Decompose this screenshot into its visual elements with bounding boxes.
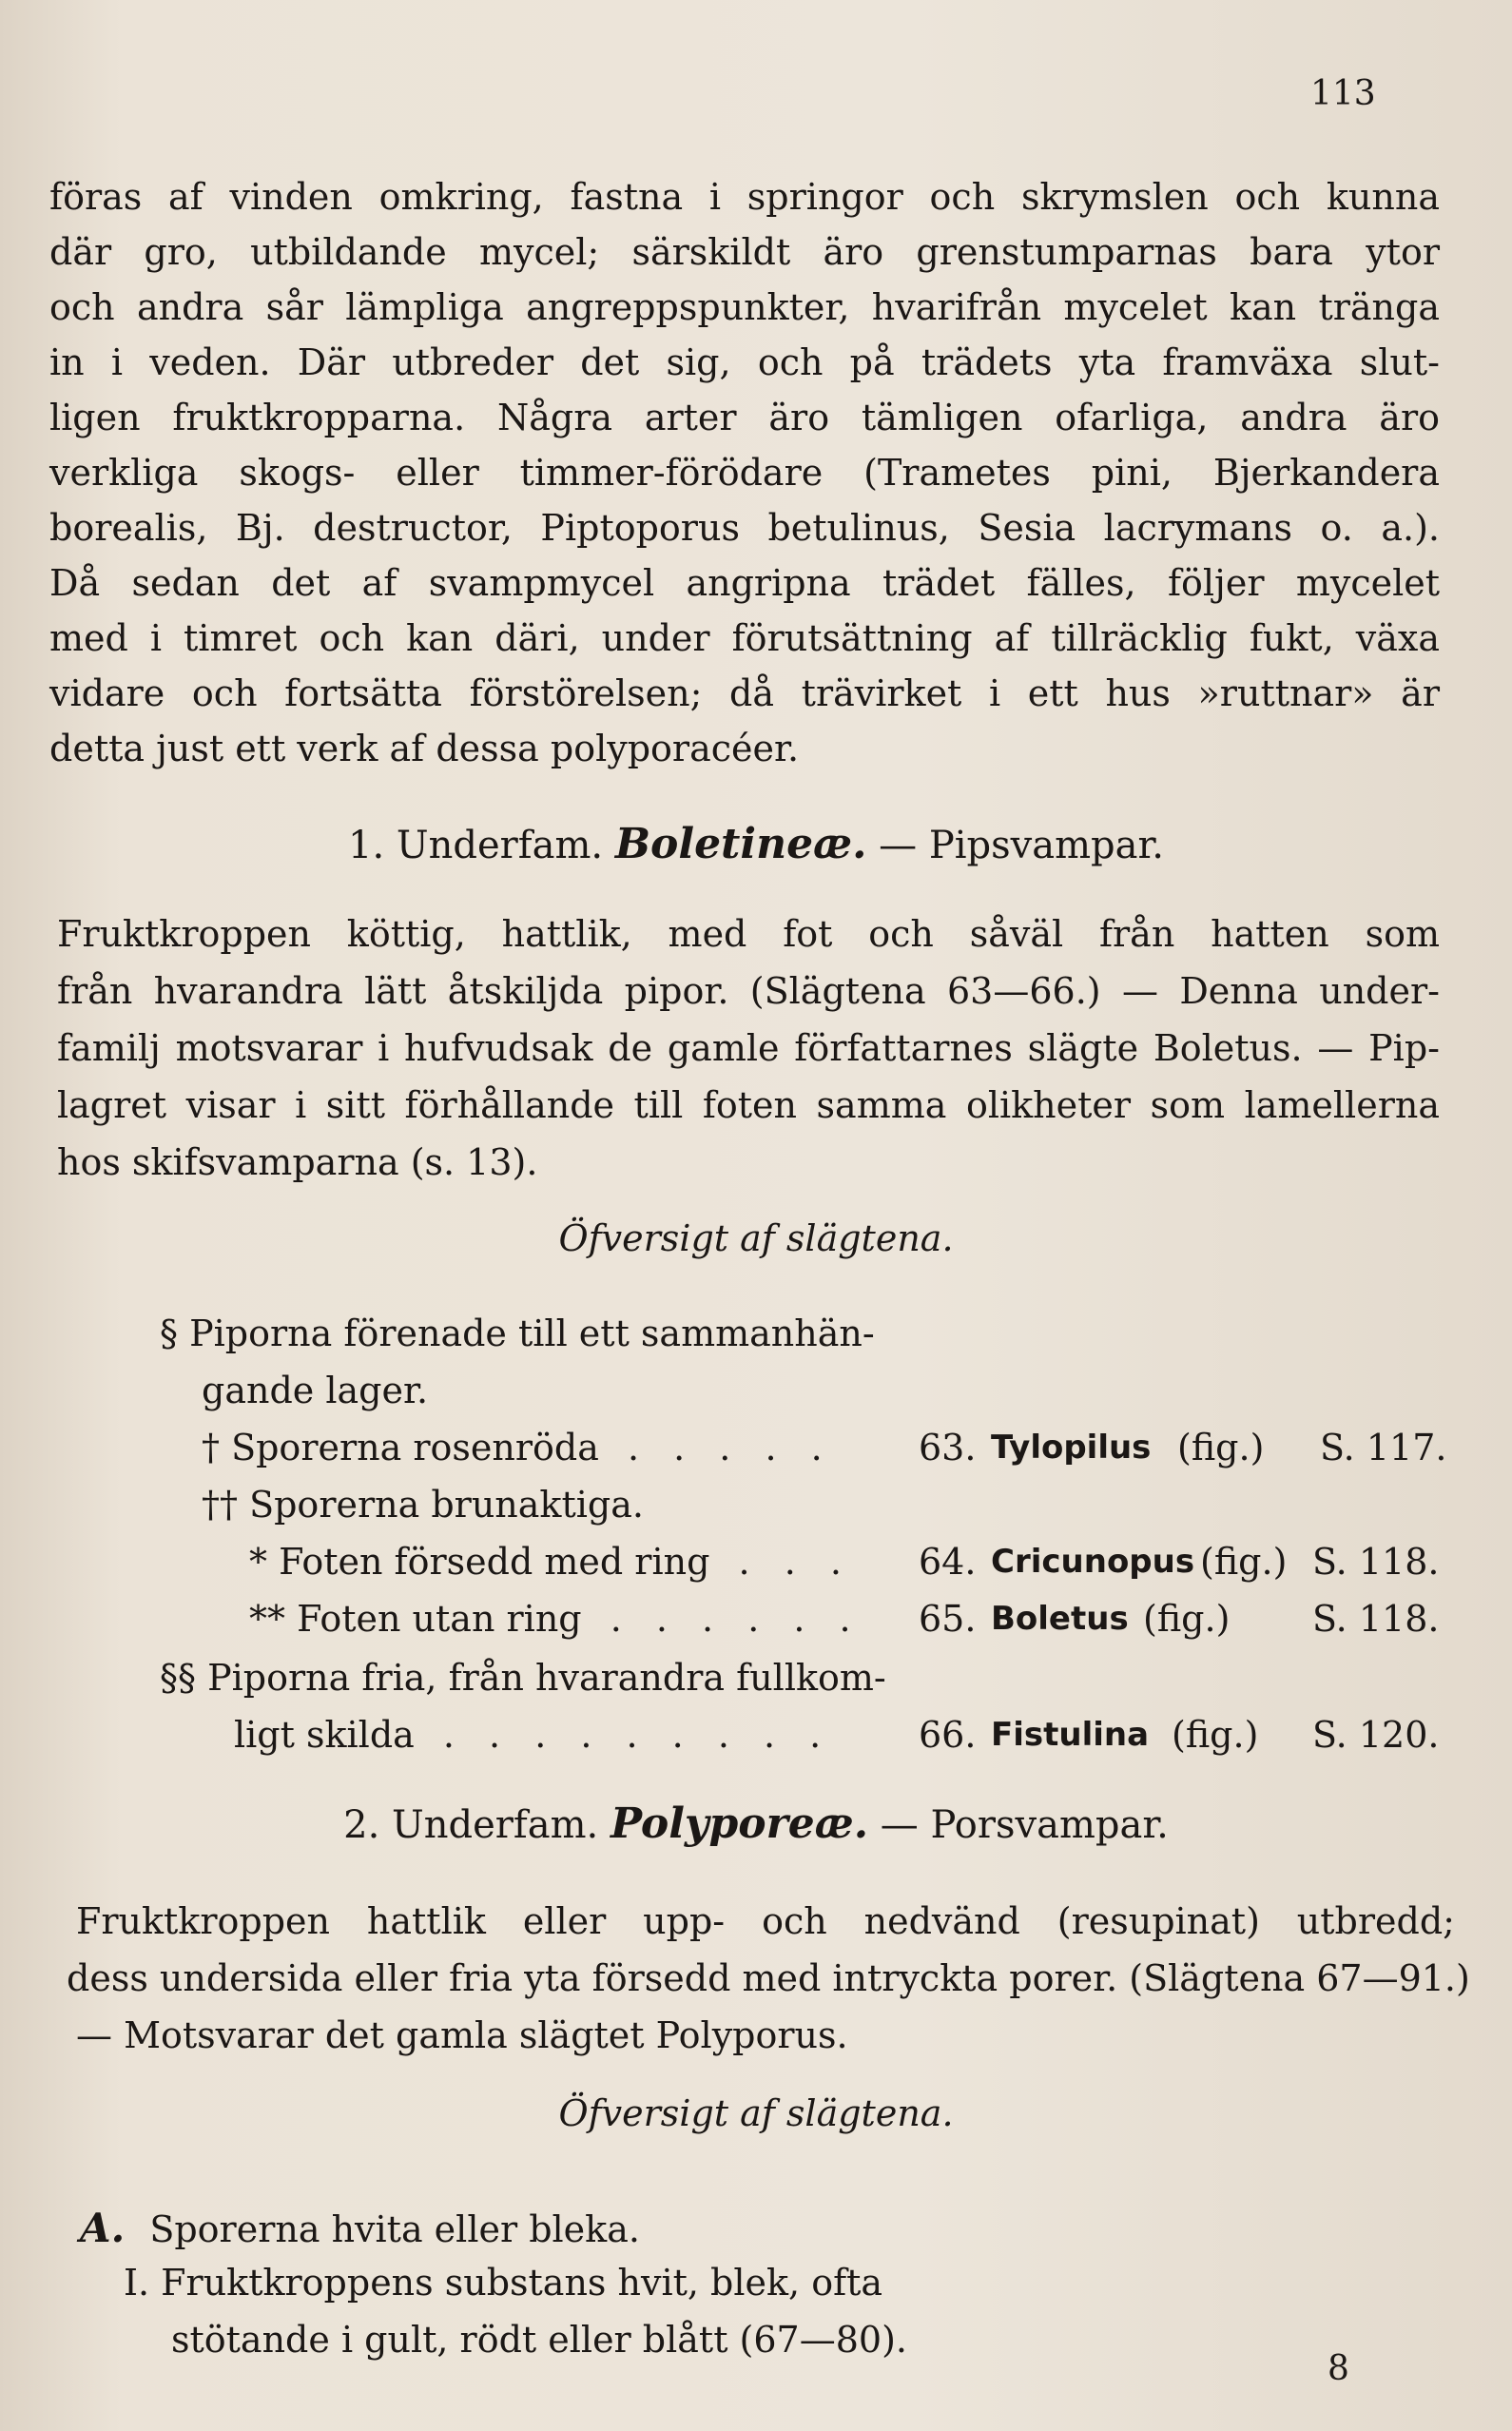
leader-dots: . . . . . <box>627 1427 834 1468</box>
text-line: familj motsvarar i hufvudsak de gamle författarnes slägte Boletus. — Pip- <box>57 1027 1440 1069</box>
text-line: in i veden. Där utbreder det sig, och på trädets yta framväxa slut- <box>49 341 1440 383</box>
figure-ref: (fig.) <box>1172 1714 1259 1756</box>
genus-number: 65. <box>919 1598 977 1640</box>
text-line: och andra sår lämpliga angreppspunkter, hvarifrån mycelet kan tränga <box>49 286 1440 328</box>
text-line: hos skifsvamparna (s. 13). <box>57 1141 538 1183</box>
page-ref: S. 118. <box>1312 1541 1440 1583</box>
genus-name: Boletus <box>991 1600 1129 1638</box>
key-entry-boletus: ** Foten utan ring . . . . . . 65. Boletus (fig.) S. 118. <box>249 1598 1440 1640</box>
key-line: I. Fruktkroppens substans hvit, blek, ofta <box>124 2262 883 2304</box>
signature-mark: 8 <box>1328 2349 1349 2388</box>
text-line: Fruktkroppen hattlik eller upp- och nedvänd (resupinat) utbredd; <box>76 1900 1455 1942</box>
key-letter: A. <box>80 2205 126 2251</box>
intro-paragraph <box>49 169 1440 776</box>
section-prefix: 2. Underfam. <box>343 1803 599 1847</box>
section-heading-boletineae <box>0 820 1512 868</box>
figure-ref: (fig.) <box>1177 1427 1265 1468</box>
page-ref: S. 120. <box>1312 1714 1440 1756</box>
key-entry-tylopilus: † Sporerna rosenröda . . . . . 63. Tylopilus (fig.) S. 117. <box>202 1427 1447 1468</box>
text-line: dess undersida eller fria yta försedd med intryckta porer. (Slägtena 67—91.) <box>67 1957 1470 1999</box>
genus-number: 66. <box>919 1714 977 1756</box>
text-line: borealis, Bj. destructor, Piptoporus betulinus, Sesia lacrymans o. a.). <box>49 507 1440 549</box>
overview-heading: Öfversigt af slägtena. <box>558 2092 954 2134</box>
text-line: från hvarandra lätt åtskiljda pipor. (Slägtena 63—66.) — Denna under- <box>57 970 1440 1012</box>
key-line: †† Sporerna brunaktiga. <box>202 1484 644 1526</box>
text-line: Då sedan det af svampmycel angripna trädet fälles, följer mycelet <box>49 562 1440 604</box>
page-ref: S. 117. <box>1320 1427 1447 1468</box>
section-name: Polyporeæ. <box>610 1799 869 1848</box>
text-line: detta just ett verk af dessa polyporacéer. <box>49 728 800 769</box>
polyporeae-description <box>67 1893 1470 2064</box>
key-line: stötande i gult, rödt eller blått (67—80). <box>171 2319 907 2361</box>
key-entry-cricunopus: * Foten försedd med ring . . . 64. Cricunopus (fig.) S. 118. <box>249 1541 1440 1583</box>
genus-number: 64. <box>919 1541 977 1583</box>
overview-heading: Öfversigt af slägtena. <box>558 1217 954 1259</box>
figure-ref: (fig.) <box>1200 1541 1288 1583</box>
text-line: ligen fruktkropparna. Några arter äro tämligen ofarliga, andra äro <box>49 397 1440 438</box>
leader-dots: . . . . . . . . . <box>442 1714 833 1756</box>
text-line: — Motsvarar det gamla slägtet Polyporus. <box>76 2014 848 2056</box>
text-line: vidare och fortsätta förstörelsen; då trävirket i ett hus »ruttnar» är <box>49 672 1440 714</box>
leader-dots: . . . <box>738 1541 853 1583</box>
text-line: lagret visar i sitt förhållande till foten samma olikheter som lamellerna <box>57 1084 1440 1126</box>
text-line: verkliga skogs- eller timmer-förödare (Trametes pini, Bjerkandera <box>49 452 1440 494</box>
key-entry-fistulina: ligt skilda . . . . . . . . . 66. Fistulina (fig.) S. 120. <box>234 1714 1440 1756</box>
figure-ref: (fig.) <box>1143 1598 1231 1640</box>
genus-name: Cricunopus <box>991 1543 1195 1581</box>
section-name: Boletineæ. <box>614 820 867 868</box>
text-line: Fruktkroppen köttig, hattlik, med fot och såväl från hatten som <box>57 913 1440 955</box>
leader-dots: . . . . . . <box>610 1598 863 1640</box>
text-line: med i timret och kan däri, under förutsättning af tillräcklig fukt, växa <box>49 617 1440 659</box>
text-line: föras af vinden omkring, fastna i springor och skrymslen och kunna <box>49 176 1440 218</box>
genus-number: 63. <box>919 1427 977 1468</box>
key-line-a: A. Sporerna hvita eller bleka. <box>80 2205 640 2251</box>
key-line: §§ Piporna fria, från hvarandra fullkom- <box>160 1657 886 1699</box>
section-suffix: — Porsvampar. <box>880 1803 1169 1847</box>
section-heading-polyporeae <box>0 1799 1512 1848</box>
genus-name: Fistulina <box>991 1716 1150 1754</box>
page-number: 113 <box>1310 74 1376 113</box>
section-suffix: — Pipsvampar. <box>879 824 1164 867</box>
page-ref: S. 118. <box>1312 1598 1440 1640</box>
key-line: gande lager. <box>202 1370 429 1411</box>
text-line: där gro, utbildande mycel; särskildt äro grenstumparnas bara ytor <box>49 231 1440 273</box>
boletineae-description <box>57 905 1440 1191</box>
key-line: § Piporna förenade till ett sammanhän- <box>160 1313 875 1354</box>
section-prefix: 1. Underfam. <box>348 824 604 867</box>
genus-name: Tylopilus <box>991 1429 1152 1467</box>
